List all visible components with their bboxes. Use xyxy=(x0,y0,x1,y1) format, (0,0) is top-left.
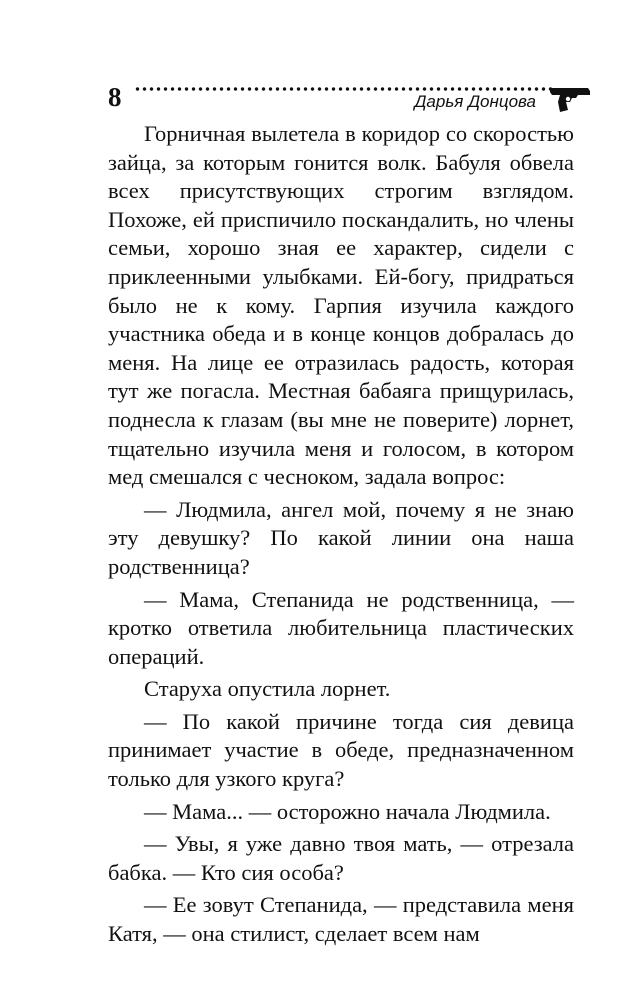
page-number: 8 xyxy=(108,82,122,112)
paragraph: — Увы, я уже давно твоя мать, — отрезала бабка. — Кто сия особа? xyxy=(108,831,574,885)
body-text xyxy=(108,120,574,949)
paragraph: — Мама... — осторожно начала Людмила. xyxy=(144,798,551,824)
running-header xyxy=(108,82,588,122)
paragraph: — Ее зовут Степанида, — представила меня Катя, — она стилист, сделает всем нам xyxy=(108,892,574,947)
paragraph: — По какой причине тогда сия девица принимает участие в обеде, предназначенном только для узкого круга? xyxy=(108,708,574,792)
paragraph: — Мама, Степанида не родственница, — кротко ответила любительница пластических операций. xyxy=(108,586,574,669)
paragraph: Горничная вылетела в коридор со скоростью зайца, за которым гонится волк. Бабуля обвела всех присутствующих строгим взглядом. Похоже, ей приспичило поскандалить, но члены семьи, хорошо зная ее характер, сидели с приклеенными улыбками. Ей-богу, придраться было не к кому. Гарпия изучила каждого участника обеда и в конце концов добралась до меня. На лице ее отразилась радость, которая тут же погасла. Местная бабаяга прищурилась, поднесла к глазам (вы мне не поверите) лорнет, тщательно изучила меня и голосом, в котором мед смешался с чесноком, задала вопрос: xyxy=(108,121,574,490)
author-name: Дарья Донцова xyxy=(414,92,536,111)
paragraph: Старуха опустила лорнет. xyxy=(144,676,391,702)
pistol-icon xyxy=(548,82,592,114)
paragraph: — Людмила, ангел мой, почему я не знаю эту девушку? По какой линии она наша родственница? xyxy=(108,496,574,579)
